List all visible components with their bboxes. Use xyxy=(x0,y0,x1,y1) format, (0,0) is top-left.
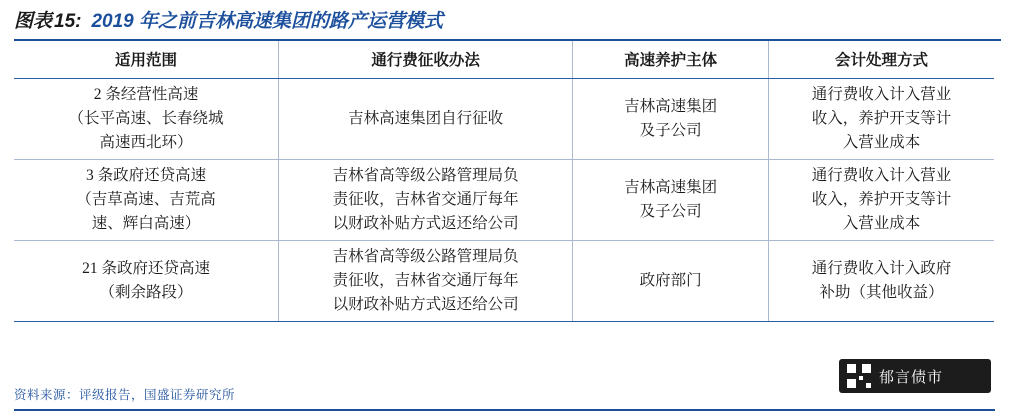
cell-line: 吉林高速集团 xyxy=(624,98,718,115)
cell-line: （长平高速、长春绕城 xyxy=(68,110,224,128)
cell-line: 高速西北环） xyxy=(99,134,193,152)
cell-line: 2 条经营性高速 xyxy=(93,86,199,103)
cell-toll-method xyxy=(279,160,573,241)
cell-line: 通行费收入计入营业 xyxy=(811,167,952,185)
cell-line: 入营业成本 xyxy=(842,134,921,152)
qr-code-icon xyxy=(847,364,871,388)
table-header-row xyxy=(14,41,994,79)
cell-scope xyxy=(14,79,279,160)
column-header-maintainer: 高速养护主体 xyxy=(573,41,769,79)
cell-line: 以财政补贴方式返还给公司 xyxy=(332,215,519,233)
cell-line: 通行费收入计入政府 xyxy=(811,260,952,278)
table-row xyxy=(14,241,994,322)
cell-line: 吉林高速集团 xyxy=(624,179,718,197)
figure-title-text: 2019 年之前吉林高速集团的路产运营模式 xyxy=(91,11,444,32)
source-note: 资料来源：评级报告，国盛证券研究所 xyxy=(14,388,236,402)
cell-accounting xyxy=(769,160,994,241)
cell-accounting xyxy=(769,79,994,160)
column-header-accounting: 会计处理方式 xyxy=(769,41,994,79)
cell-line: 责征收，吉林省交通厅每年 xyxy=(332,191,519,209)
cell-line: 以财政补贴方式返还给公司 xyxy=(332,296,519,314)
cell-line: 收入，养护开支等计 xyxy=(811,191,952,209)
watermark-badge xyxy=(839,359,991,393)
cell-line: （吉草高速、吉荒高 xyxy=(76,191,216,209)
cell-scope xyxy=(14,160,279,241)
table-row xyxy=(14,79,994,160)
cell-line: 吉林省高等级公路管理局负 xyxy=(332,167,519,185)
cell-accounting xyxy=(769,241,994,322)
cell-line: 收入，养护开支等计 xyxy=(811,110,952,128)
cell-maintainer xyxy=(573,160,769,241)
bottom-divider xyxy=(14,409,995,411)
table-row xyxy=(14,160,994,241)
cell-line: 吉林高速集团自行征收 xyxy=(348,110,504,128)
cell-scope xyxy=(14,241,279,322)
cell-line: 速、辉白高速） xyxy=(91,215,201,233)
column-header-scope: 适用范围 xyxy=(14,41,279,79)
cell-line: 补助（其他收益） xyxy=(819,284,944,302)
operation-mode-table xyxy=(14,41,994,322)
cell-toll-method xyxy=(279,241,573,322)
cell-line: 21 条政府还贷高速 xyxy=(82,260,210,278)
table-header xyxy=(14,41,994,79)
cell-line: 政府部门 xyxy=(639,272,702,290)
cell-line: 通行费收入计入营业 xyxy=(811,86,952,103)
cell-line: 3 条政府还贷高速 xyxy=(85,167,207,185)
cell-toll-method xyxy=(279,79,573,160)
cell-line: 吉林省高等级公路管理局负 xyxy=(332,248,519,266)
cell-maintainer xyxy=(573,241,769,322)
table-body xyxy=(14,79,994,322)
cell-maintainer xyxy=(573,79,769,160)
cell-line: 入营业成本 xyxy=(842,215,921,233)
figure-title-label: 图表 xyxy=(14,11,53,32)
figure-title xyxy=(0,0,1009,37)
watermark-label: 郁言债市 xyxy=(879,368,944,386)
cell-line: 及子公司 xyxy=(639,122,702,140)
cell-line: （剩余路段） xyxy=(99,284,193,302)
figure-title-number: 15: xyxy=(54,11,82,32)
cell-line: 及子公司 xyxy=(639,203,702,221)
cell-line: 责征收，吉林省交通厅每年 xyxy=(332,272,519,290)
column-header-toll-method: 通行费征收办法 xyxy=(279,41,573,79)
